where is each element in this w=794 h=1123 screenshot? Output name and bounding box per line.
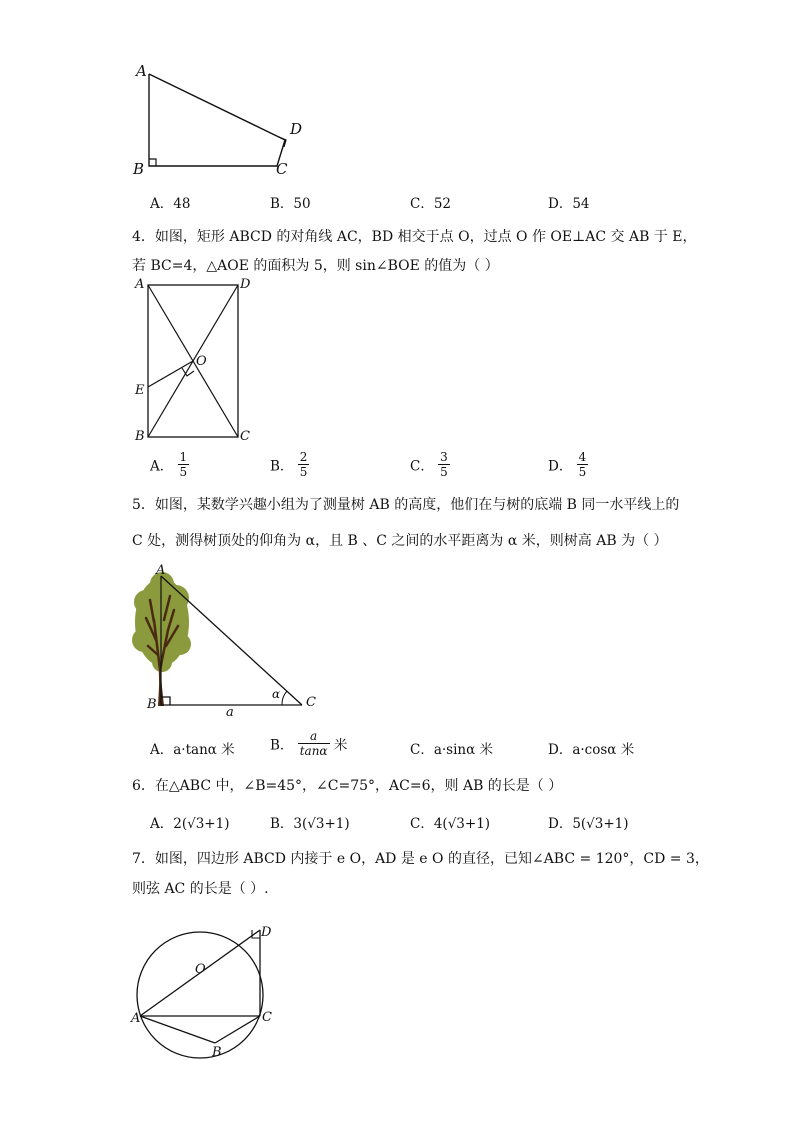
q6-question-line1: 6．在△ABC 中，∠B=45°，∠C=75°，AC=6，则 AB 的长是（ ） — [132, 778, 563, 794]
q4-label-c: C — [240, 429, 250, 444]
q7-label-b: B — [212, 1045, 222, 1060]
q3-option-c[interactable]: C．52 — [410, 196, 452, 212]
q6-option-d[interactable]: D．5(√3+1) — [548, 816, 629, 832]
q7-question-line2: 则弦 AC 的长是（ ）. — [132, 881, 269, 897]
q3-option-b[interactable]: B．50 — [270, 196, 311, 212]
q4-label-d: D — [240, 277, 251, 292]
q5-question-line2: C 处，测得树顶处的仰角为 α，且 B 、C 之间的水平距离为 α 米，则树高 AB 为（ ） — [132, 533, 668, 549]
q5-figure — [130, 560, 330, 720]
q7-label-a: A — [131, 1011, 141, 1026]
q3-option-d[interactable]: D．54 — [548, 196, 590, 212]
q4-figure — [130, 275, 260, 450]
q4-option-c[interactable]: C． $\frac{3}{5}$ — [410, 450, 448, 479]
q5-label-a: A — [156, 563, 166, 578]
q3-label-c: C — [276, 160, 288, 178]
q5-option-d[interactable]: D．a·cosα 米 — [548, 742, 635, 758]
q5-label-alpha: α — [272, 687, 281, 701]
q7-label-d: D — [261, 925, 272, 940]
q5-label-b: B — [147, 697, 157, 712]
q4-label-o: O — [196, 354, 207, 369]
q4-option-b[interactable]: B． $\frac{2}{5}$ — [270, 450, 308, 479]
q6-option-b[interactable]: B．3(√3+1) — [270, 816, 350, 832]
q6-option-c[interactable]: C．4(√3+1) — [410, 816, 491, 832]
q5-label-c: C — [306, 695, 316, 710]
q4-label-a: A — [135, 277, 145, 292]
q3-label-a: A — [136, 62, 147, 80]
q5-question-line1: 5．如图，某数学兴趣小组为了测量树 AB 的高度，他们在与树的底端 B 同一水平线上的 — [132, 497, 680, 513]
q7-question-line1: 7．如图，四边形 ABCD 内接于 e O，AD 是 e O 的直径，已知∠ABC = 120°，CD = 3， — [132, 851, 709, 867]
q4-option-d[interactable]: D． $\frac{4}{5}$ — [548, 450, 587, 479]
q3-label-d: D — [290, 120, 303, 138]
q4-question-line1: 4．如图，矩形 ABCD 的对角线 AC，BD 相交于点 O，过点 O 作 OE⊥AC 交 AB 于 E， — [132, 229, 697, 245]
q4-option-a[interactable]: A． $\frac{1}{5}$ — [150, 450, 188, 479]
q4-label-b: B — [135, 429, 145, 444]
q5-option-c[interactable]: C．a·sinα 米 — [410, 742, 494, 758]
q4-label-e: E — [135, 383, 145, 398]
q5-label-a-distance: a — [226, 705, 234, 720]
q7-label-c: C — [262, 1010, 272, 1025]
q6-option-a[interactable]: A．2(√3+1) — [150, 816, 230, 832]
q5-option-b[interactable]: B． $\frac{a}{\tan\alpha}$ 米 — [270, 729, 348, 758]
q4-question-line2: 若 BC=4，△AOE 的面积为 5，则 sin∠BOE 的值为（ ） — [132, 258, 499, 274]
q7-label-o: O — [195, 962, 206, 977]
q3-label-b: B — [133, 160, 145, 178]
q3-option-a[interactable]: A．48 — [150, 196, 191, 212]
q5-option-a[interactable]: A．a·tanα 米 — [150, 742, 235, 758]
